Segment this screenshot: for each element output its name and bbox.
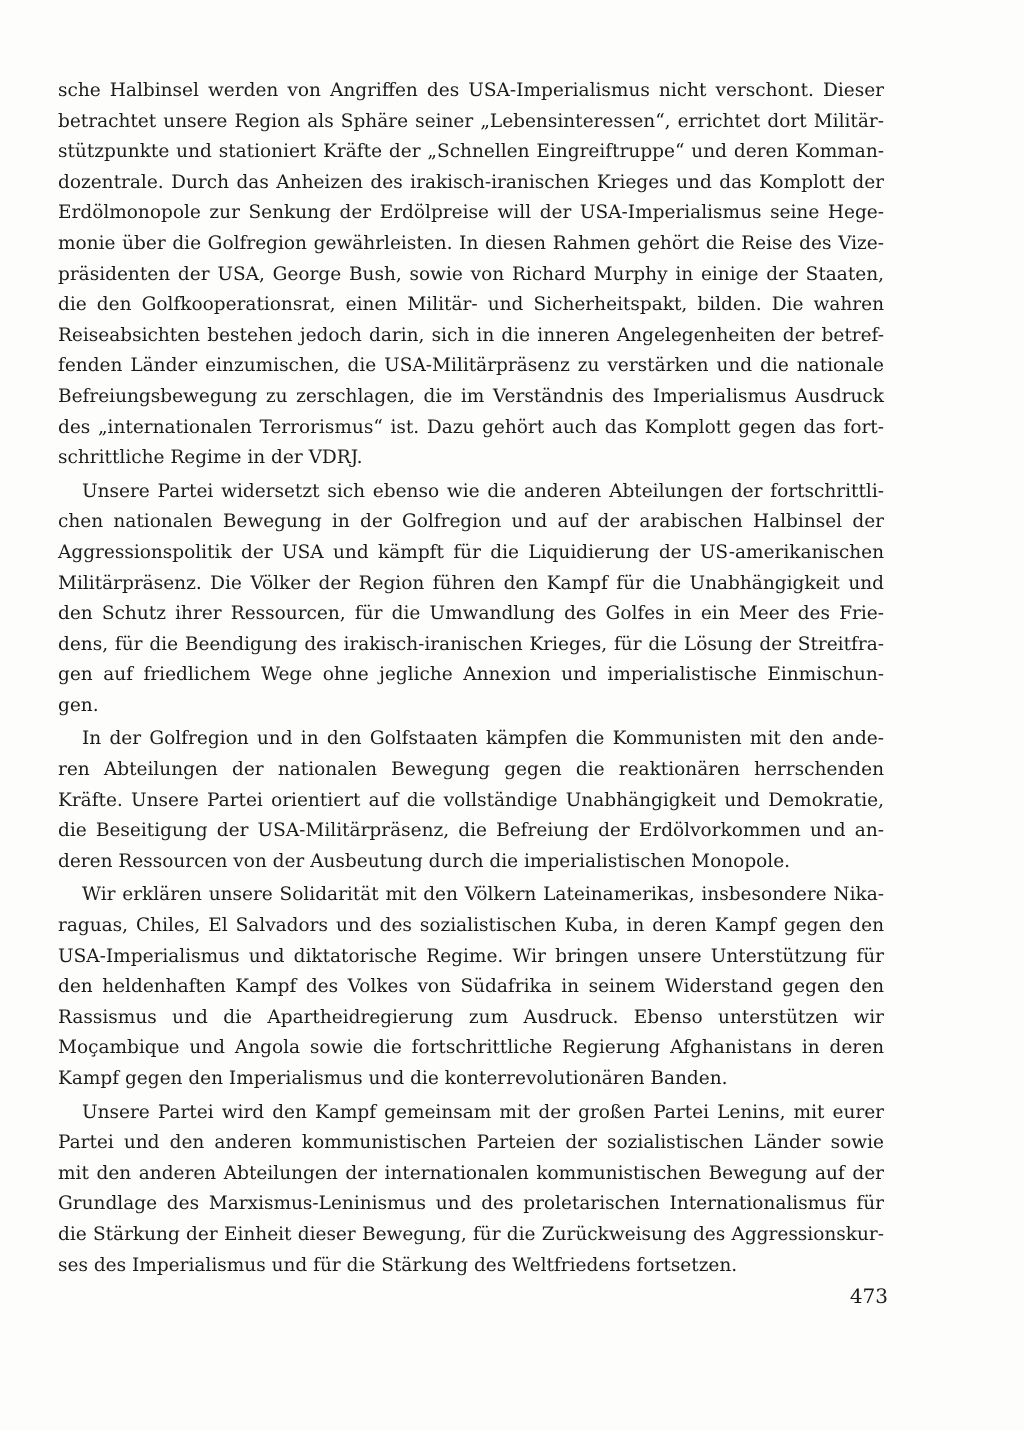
text-line: In der Golfregion und in den Golfstaaten kämpfen die Kommunisten mit den ande-: [82, 728, 884, 750]
text-line: fenden Länder einzumischen, die USA-Militärpräsenz zu verstärken und die nationale: [58, 355, 884, 377]
text-line: USA-Imperialismus und diktatorische Regime. Wir bringen unsere Unterstützung für: [58, 945, 884, 967]
page-number: 473: [849, 1284, 888, 1308]
text-line: die Stärkung der Einheit dieser Bewegung, für die Zurückweisung des Aggressionskur-: [58, 1223, 884, 1245]
text-line: stützpunkte und stationiert Kräfte der „Schnellen Eingreiftruppe“ und deren Komman-: [58, 141, 884, 163]
paragraph: [58, 477, 884, 722]
text-line: dozentrale. Durch das Anheizen des irakisch-iranischen Krieges und das Komplott der: [58, 171, 884, 193]
text-line: Rassismus und die Apartheidregierung zum Ausdruck. Ebenso unterstützen wir: [58, 1006, 884, 1028]
text-line: monie über die Golfregion gewährleisten. In diesen Rahmen gehört die Reise des Vize-: [58, 232, 884, 254]
text-line: mit den anderen Abteilungen der internationalen kommunistischen Bewegung auf der: [58, 1162, 884, 1184]
text-line: des „internationalen Terrorismus“ ist. Dazu gehört auch das Komplott gegen das fort-: [58, 416, 884, 438]
text-line: die Beseitigung der USA-Militärpräsenz, die Befreiung der Erdölvorkommen und an-: [58, 820, 884, 842]
paragraph: [58, 1098, 884, 1282]
body-text: [58, 76, 884, 1281]
text-line: chen nationalen Bewegung in der Golfregion und auf der arabischen Halbinsel der: [58, 511, 884, 533]
paragraph: [58, 724, 884, 877]
text-line: die den Golfkooperationsrat, einen Militär- und Sicherheitspakt, bilden. Die wahren: [58, 294, 884, 316]
paragraph: [58, 76, 884, 474]
text-line: Moçambique und Angola sowie die fortschrittliche Regierung Afghanistans in deren: [58, 1037, 884, 1059]
text-line: betrachtet unsere Region als Sphäre seiner „Lebensinteressen“, errichtet dort Militär-: [58, 110, 884, 132]
text-line: Kräfte. Unsere Partei orientiert auf die vollständige Unabhängigkeit und Demokratie,: [58, 789, 884, 811]
text-line: ses des Imperialismus und für die Stärkung des Weltfriedens fortsetzen.: [58, 1254, 738, 1276]
text-line: Grundlage des Marxismus-Leninismus und des proletarischen Internationalismus für: [58, 1193, 884, 1215]
text-line: gen auf friedlichem Wege ohne jegliche Annexion und imperialistische Einmischun-: [58, 664, 884, 686]
text-line: raguas, Chiles, El Salvadors und des sozialistischen Kuba, in deren Kampf gegen den: [58, 915, 884, 937]
text-line: Partei und den anderen kommunistischen Parteien der sozialistischen Länder sowie: [58, 1132, 884, 1154]
text-line: Erdölmonopole zur Senkung der Erdölpreise will der USA-Imperialismus seine Hege-: [58, 202, 884, 224]
text-line: Unsere Partei wird den Kampf gemeinsam mit der großen Partei Lenins, mit eurer: [82, 1101, 884, 1123]
text-line: Befreiungsbewegung zu zerschlagen, die im Verständnis des Imperialismus Ausdruck: [58, 385, 884, 407]
text-line: dens, für die Beendigung des irakisch-iranischen Krieges, für die Lösung der Streitfra-: [58, 633, 884, 655]
text-line: Reiseabsichten bestehen jedoch darin, sich in die inneren Angelegenheiten der betref-: [58, 324, 884, 346]
text-line: deren Ressourcen von der Ausbeutung durch die imperialistischen Monopole.: [58, 850, 791, 872]
text-line: ren Abteilungen der nationalen Bewegung gegen die reaktionären herrschenden: [58, 759, 884, 781]
text-line: Aggressionspolitik der USA und kämpft für die Liquidierung der US-amerikanischen: [58, 541, 884, 563]
text-line: Unsere Partei widersetzt sich ebenso wie die anderen Abteilungen der fortschrittli-: [82, 480, 884, 502]
paragraph: [58, 880, 884, 1094]
text-line: Militärpräsenz. Die Völker der Region führen den Kampf für die Unabhängigkeit und: [58, 572, 884, 594]
text-line: den heldenhaften Kampf des Volkes von Südafrika in seinem Widerstand gegen den: [58, 976, 884, 998]
text-line: den Schutz ihrer Ressourcen, für die Umwandlung des Golfes in ein Meer des Frie-: [58, 603, 884, 625]
text-line: schrittliche Regime in der VDRJ.: [58, 447, 363, 469]
text-line: präsidenten der USA, George Bush, sowie von Richard Murphy in einige der Staaten,: [58, 263, 884, 285]
text-line: Wir erklären unsere Solidarität mit den Völkern Lateinamerikas, insbesondere Nika-: [82, 884, 884, 906]
text-line: sche Halbinsel werden von Angriffen des USA-Imperialismus nicht verschont. Dieser: [58, 80, 884, 101]
text-line: gen.: [58, 694, 99, 716]
text-line: Kampf gegen den Imperialismus und die konterrevolutionären Banden.: [58, 1068, 728, 1089]
